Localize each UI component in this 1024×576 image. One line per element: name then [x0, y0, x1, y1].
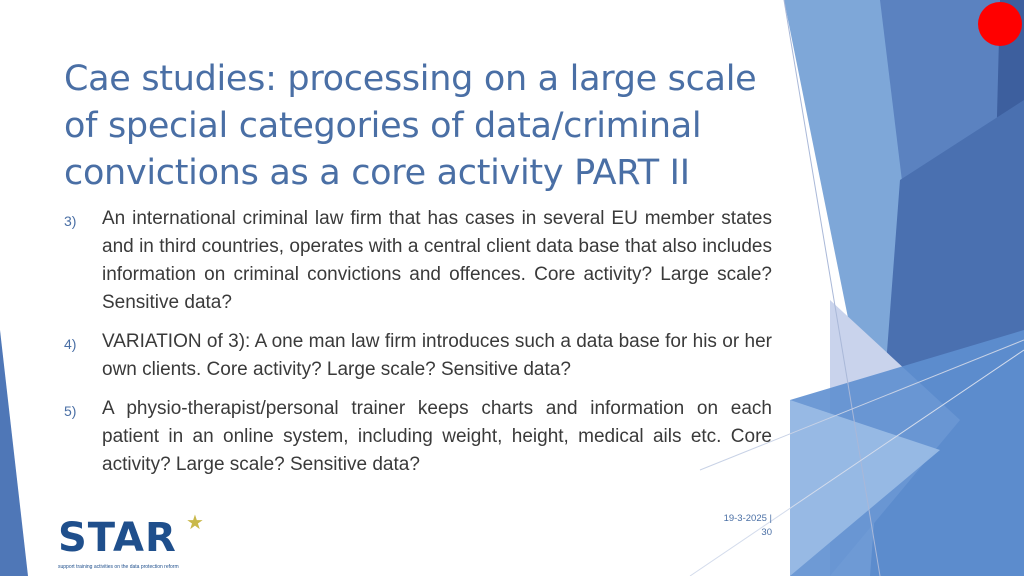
list-item — [64, 328, 772, 384]
footer-page-number: 30 — [761, 527, 772, 538]
left-accent-triangle — [0, 330, 28, 576]
star-logo — [56, 512, 226, 574]
list-item-number: 3) — [64, 213, 77, 229]
footer-date-text: 19-3-2025 — [723, 513, 767, 524]
star-icon: ★ — [186, 512, 204, 534]
list-item-number: 4) — [64, 336, 77, 352]
list-item-number: 5) — [64, 403, 77, 419]
red-circle-marker — [978, 2, 1022, 46]
numbered-list — [64, 205, 772, 490]
list-item — [64, 205, 772, 317]
list-item — [64, 395, 772, 479]
slide-title: Cae studies: processing on a large scale of special categories of data/criminal convictions as a core activity PART II — [64, 59, 757, 193]
list-item-text: VARIATION of 3): A one man law firm introduces such a data base for his or her own clients. Core activity? Large scale? Sensitive data? — [102, 331, 772, 380]
slide-footer-date — [720, 512, 772, 540]
logo-wordmark: STAR — [58, 515, 177, 561]
logo-tagline: support training activities on the data protection reform — [58, 564, 179, 570]
list-item-text: An international criminal law firm that has cases in several EU member states and in third countries, operates with a central client data base that also includes information on criminal convictions and offences. Core activity? Large scale? Sensitive data? — [102, 208, 772, 313]
list-item-text: A physio-therapist/personal trainer keeps charts and information on each patient in an online system, including weight, height, medical ails etc. Core activity? Large scale? Sensitive data? — [102, 398, 772, 475]
footer-separator: | — [769, 513, 772, 524]
